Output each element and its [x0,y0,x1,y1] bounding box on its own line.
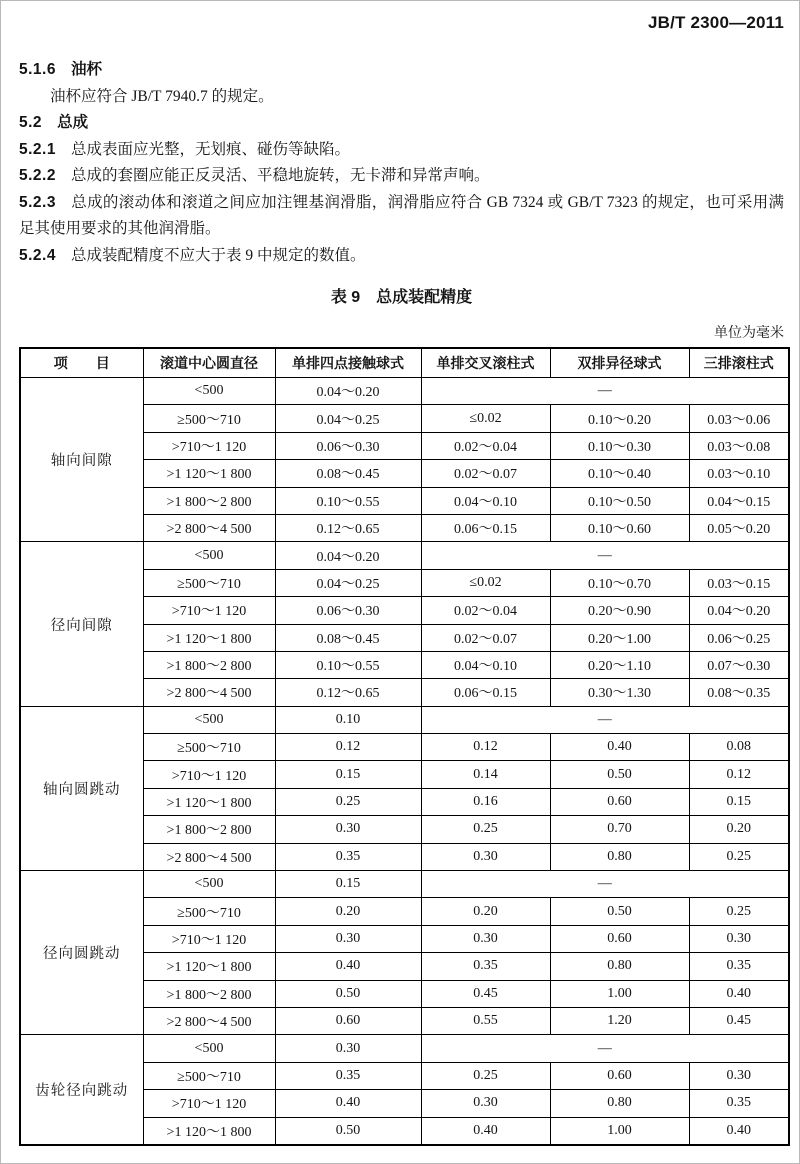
table-cell: 0.04～0.25 [275,405,421,432]
table-cell: 0.30 [421,843,550,870]
table-title: 表 9 总成装配精度 [330,289,473,306]
table-cell: 0.20 [689,816,789,843]
table-cell: 0.70 [550,816,689,843]
table-cell: 0.50 [550,898,689,925]
table-cell: 0.06～0.30 [275,597,421,624]
table-cell: 0.60 [275,1007,421,1034]
table-cell: 0.30 [275,816,421,843]
table-cell: 0.02～0.04 [421,432,550,459]
table-cell: 0.50 [550,761,689,788]
table-cell: >1 120～1 800 [143,460,275,487]
table-cell: 0.03～0.08 [689,432,789,459]
clause-text: 总成表面应光整，无划痕、碰伤等缺陷。 [70,140,350,158]
table-cell: >2 800～4 500 [143,1007,275,1034]
table-row [20,378,789,405]
table-cell: 0.15 [275,871,421,898]
table-cell: 0.60 [550,788,689,815]
paragraph-text: 油杯应符合 JB/T 7940.7 的规定。 [50,87,274,105]
table-cell: >1 120～1 800 [143,953,275,980]
table-header [20,348,789,378]
table-cell: 0.10～0.60 [550,514,689,541]
table-cell: 0.40 [689,980,789,1007]
table-cell: 1.00 [550,1117,689,1145]
table-cell: 0.25 [421,1062,550,1089]
table-cell: 0.06～0.15 [421,679,550,706]
table-cell: 0.04～0.10 [421,487,550,514]
table-cell: >1 800～2 800 [143,651,275,678]
table-cell: 0.06～0.25 [689,624,789,651]
table-row [20,871,789,898]
table-cell: 1.20 [550,1007,689,1034]
table-cell: <500 [143,706,275,733]
table-cell: 0.80 [550,953,689,980]
table-cell: 0.03～0.10 [689,460,789,487]
table-cell: — [421,871,789,898]
table-cell: 0.30 [689,1062,789,1089]
table-cell: 0.08 [689,734,789,761]
table-cell: ≥500～710 [143,898,275,925]
row-group-label: 径向圆跳动 [20,871,143,1035]
column-header-0: 项 目 [20,348,143,378]
table-cell: >710～1 120 [143,432,275,459]
table-cell: ≥500～710 [143,569,275,596]
table-cell: 0.35 [421,953,550,980]
table-cell: >710～1 120 [143,925,275,952]
column-header-1: 滚道中心圆直径 [143,348,275,378]
table-cell: 0.40 [275,953,421,980]
table-row [20,542,789,569]
table-cell: 0.02～0.07 [421,624,550,651]
table-cell: 0.50 [275,980,421,1007]
clause-5-2-1 [19,137,784,164]
table-cell: 0.15 [275,761,421,788]
table-cell: ≥500～710 [143,734,275,761]
table-cell: >2 800～4 500 [143,514,275,541]
page-header [19,13,784,35]
table-cell: 0.10～0.50 [550,487,689,514]
clause-number: 5.2.1 [19,140,56,158]
table-cell: 0.10～0.55 [275,651,421,678]
table-cell: 1.00 [550,980,689,1007]
table-cell: >1 800～2 800 [143,980,275,1007]
table-row [20,1035,789,1062]
table-cell: >2 800～4 500 [143,679,275,706]
table-cell: ≤0.02 [421,569,550,596]
table-cell: 0.55 [421,1007,550,1034]
table-cell: 0.14 [421,761,550,788]
clause-number: 5.2.4 [19,246,56,264]
table-cell: 0.40 [275,1090,421,1117]
table-cell: >710～1 120 [143,597,275,624]
unit-note: 单位为毫米 [714,326,784,341]
table-cell: >710～1 120 [143,1090,275,1117]
table-cell: 0.10～0.70 [550,569,689,596]
table-cell: 0.60 [550,925,689,952]
table-cell: 0.25 [275,788,421,815]
table-cell: >1 120～1 800 [143,788,275,815]
table-cell: 0.10～0.20 [550,405,689,432]
clause-text: 总成的滚动体和滚道之间应加注锂基润滑脂，润滑脂应符合 GB 7324 或 GB/T 7323 的规定，也可采用满足其使用要求的其他润滑脂。 [19,193,784,237]
clause-title: 总成 [57,114,89,131]
table-cell: 0.12 [275,734,421,761]
table-cell: 0.35 [689,953,789,980]
table-cell: 0.30 [421,925,550,952]
table-cell: 0.25 [689,843,789,870]
table-row [20,706,789,733]
table-cell: 0.35 [689,1090,789,1117]
table-cell: >1 120～1 800 [143,624,275,651]
column-header-2: 单排四点接触球式 [275,348,421,378]
table-cell: 0.04～0.20 [275,378,421,405]
column-header-3: 单排交叉滚柱式 [421,348,550,378]
table-cell: >1 800～2 800 [143,487,275,514]
clause-5-2-2 [19,163,784,190]
table-cell: 0.30 [689,925,789,952]
table-header-row [20,348,789,378]
clause-5-2-4 [19,243,784,270]
table-cell: 0.03～0.06 [689,405,789,432]
row-group-label: 轴向间隙 [20,378,143,542]
table-cell: 0.12 [421,734,550,761]
table-cell: 0.04～0.20 [689,597,789,624]
clause-title: 油杯 [70,61,102,78]
table-cell: 0.02～0.04 [421,597,550,624]
column-header-5: 三排滚柱式 [689,348,789,378]
clause-number: 5.2.2 [19,167,56,184]
row-group-label: 轴向圆跳动 [20,706,143,870]
table-cell: 0.12～0.65 [275,514,421,541]
table-cell: ≥500～710 [143,405,275,432]
row-group-label: 齿轮径向跳动 [20,1035,143,1145]
column-header-4: 双排异径球式 [550,348,689,378]
table-cell: 0.45 [421,980,550,1007]
table-cell: >710～1 120 [143,761,275,788]
table-cell: 0.16 [421,788,550,815]
table-cell: 0.06～0.30 [275,432,421,459]
table-cell: 0.08～0.45 [275,624,421,651]
standard-number: JB/T 2300—2011 [647,13,784,32]
table-cell: <500 [143,542,275,569]
table-cell: 0.80 [550,1090,689,1117]
table-cell: 0.06～0.15 [421,514,550,541]
table-cell: <500 [143,871,275,898]
table-cell: 0.45 [689,1007,789,1034]
table-cell: 0.25 [689,898,789,925]
table-cell: 0.03～0.15 [689,569,789,596]
table-cell: ≥500～710 [143,1062,275,1089]
table-cell: 0.20～1.10 [550,651,689,678]
clause-text: 总成装配精度不应大于表 9 中规定的数值。 [70,246,366,264]
clause-text: 总成的套圈应能正反灵活、平稳地旋转，无卡滞和异常声响。 [70,167,490,184]
table-body [20,378,789,1145]
table-cell: 0.20～0.90 [550,597,689,624]
table-cell: 0.20 [275,898,421,925]
table-cell: 0.30～1.30 [550,679,689,706]
table-cell: — [421,378,789,405]
table-cell: 0.02～0.07 [421,460,550,487]
table-cell: 0.40 [689,1117,789,1145]
table-cell: — [421,706,789,733]
table-cell: 0.04～0.15 [689,487,789,514]
table-cell: 0.08～0.45 [275,460,421,487]
clause-5-2-3 [19,190,784,243]
table-cell: 0.05～0.20 [689,514,789,541]
table-cell: ≤0.02 [421,405,550,432]
table-cell: — [421,1035,789,1062]
table-cell: 0.30 [275,1035,421,1062]
table-cell: 0.30 [421,1090,550,1117]
table-cell: 0.40 [421,1117,550,1145]
clause-heading-5-2 [19,110,784,137]
row-group-label: 径向间隙 [20,542,143,706]
table-cell: >1 120～1 800 [143,1117,275,1145]
table-cell: 0.30 [275,925,421,952]
table-cell: <500 [143,378,275,405]
table-cell: 0.40 [550,734,689,761]
table-cell: 0.12～0.65 [275,679,421,706]
table-cell: 0.50 [275,1117,421,1145]
table-cell: <500 [143,1035,275,1062]
table-cell: 0.10 [275,706,421,733]
clause-number: 5.2 [19,114,43,131]
table-cell: 0.25 [421,816,550,843]
table-cell: 0.10～0.40 [550,460,689,487]
table-cell: 0.35 [275,843,421,870]
table-cell: 0.04～0.20 [275,542,421,569]
table-cell: 0.10～0.55 [275,487,421,514]
table-cell: 0.60 [550,1062,689,1089]
table-cell: 0.04～0.10 [421,651,550,678]
table-cell: 0.04～0.25 [275,569,421,596]
table-cell: 0.08～0.35 [689,679,789,706]
clause-paragraph-5-1-6 [19,84,784,111]
table-cell: 0.20 [421,898,550,925]
table-cell: 0.07～0.30 [689,651,789,678]
table-cell: >1 800～2 800 [143,816,275,843]
clause-number: 5.2.3 [19,193,56,211]
document-body [19,57,784,269]
clause-number: 5.1.6 [19,61,56,78]
table-cell: 0.20～1.00 [550,624,689,651]
table-cell: 0.12 [689,761,789,788]
table-cell: >2 800～4 500 [143,843,275,870]
table-cell: 0.35 [275,1062,421,1089]
table-cell: — [421,542,789,569]
table-cell: 0.80 [550,843,689,870]
assembly-precision-table [19,347,790,1146]
table-cell: 0.15 [689,788,789,815]
table-cell: 0.10～0.30 [550,432,689,459]
clause-heading-5-1-6 [19,57,784,84]
